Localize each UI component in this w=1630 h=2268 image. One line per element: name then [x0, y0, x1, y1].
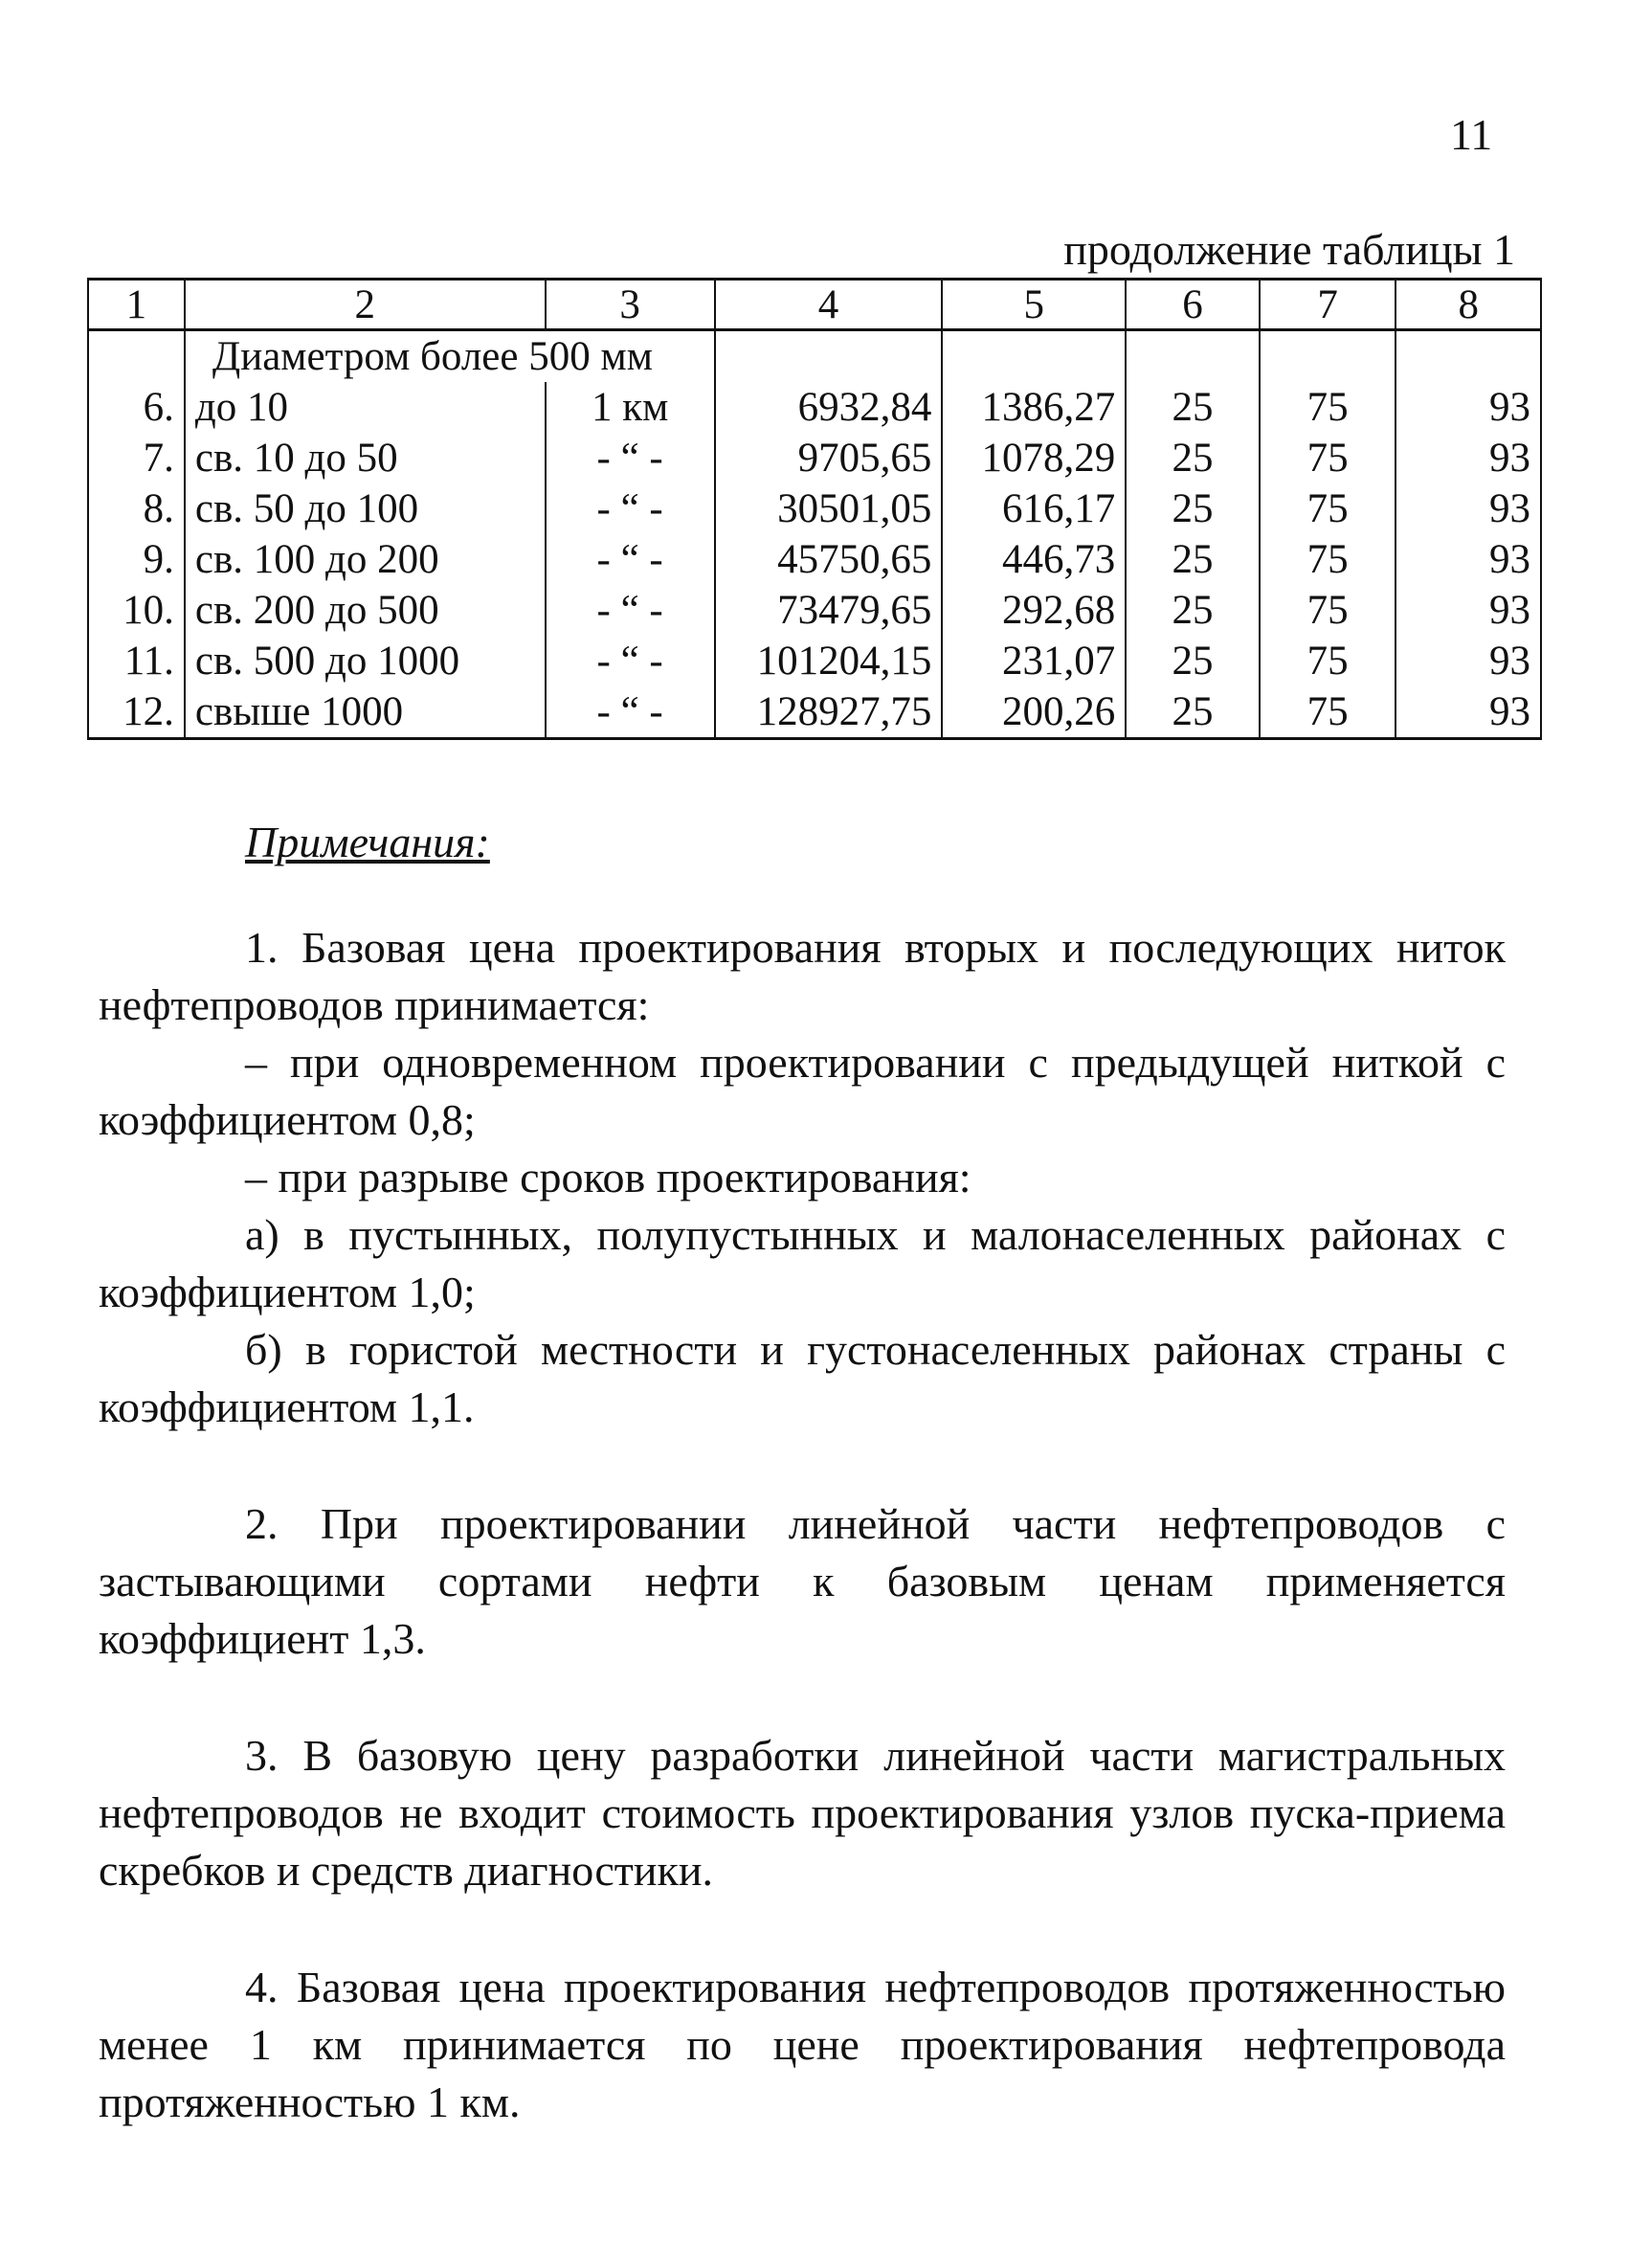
column-header: 5 — [942, 280, 1126, 330]
value-cell: 25 — [1126, 483, 1260, 534]
table-header-row — [88, 280, 1541, 330]
value-cell: 25 — [1126, 382, 1260, 433]
notes-section — [99, 814, 1506, 2190]
column-header: 6 — [1126, 280, 1260, 330]
unit-cell: - “ - — [546, 636, 715, 686]
notes-title: Примечания: — [245, 818, 490, 866]
value-cell: 93 — [1396, 686, 1541, 739]
unit-cell: - “ - — [546, 534, 715, 585]
value-cell: 75 — [1260, 636, 1396, 686]
price-table — [87, 278, 1542, 740]
price-b-cell: 446,73 — [942, 534, 1126, 585]
unit-cell: - “ - — [546, 686, 715, 739]
row-number: 7. — [88, 433, 185, 483]
value-cell: 93 — [1396, 433, 1541, 483]
price-b-cell: 292,68 — [942, 585, 1126, 636]
value-cell: 75 — [1260, 433, 1396, 483]
note-1-item: а) в пустынных, полупустынных и малонаселенных районах с коэффициентом 1,0; — [99, 1210, 1506, 1316]
price-a-cell: 101204,15 — [715, 636, 943, 686]
table-row — [88, 534, 1541, 585]
value-cell: 75 — [1260, 483, 1396, 534]
note-4-text: 4. Базовая цена проектирования нефтепроводов протяженностью менее 1 км принимается по цене проектирования нефтепровода протяженностью 1 км. — [99, 1963, 1506, 2126]
table-row — [88, 433, 1541, 483]
note-3 — [99, 1727, 1506, 1899]
unit-cell: - “ - — [546, 483, 715, 534]
note-1-item: б) в гористой местности и густонаселенных районах страны с коэффициентом 1,1. — [99, 1325, 1506, 1431]
row-number: 11. — [88, 636, 185, 686]
range-cell: до 10 — [185, 382, 546, 433]
table-row — [88, 636, 1541, 686]
note-1 — [99, 919, 1506, 1436]
price-a-cell: 128927,75 — [715, 686, 943, 739]
value-cell: 93 — [1396, 382, 1541, 433]
table-row — [88, 585, 1541, 636]
price-a-cell: 6932,84 — [715, 382, 943, 433]
price-b-cell: 1078,29 — [942, 433, 1126, 483]
row-number: 6. — [88, 382, 185, 433]
note-3-text: 3. В базовую цену разработки линейной части магистральных нефтепроводов не входит стоимость проектирования узлов пуска-приема скребков и средств диагностики. — [99, 1731, 1506, 1895]
value-cell: 75 — [1260, 534, 1396, 585]
value-cell: 75 — [1260, 686, 1396, 739]
note-4 — [99, 1959, 1506, 2131]
range-cell: свыше 1000 — [185, 686, 546, 739]
note-1-lead: 1. Базовая цена проектирования вторых и последующих ниток нефтепроводов принимается: — [99, 923, 1506, 1029]
value-cell: 93 — [1396, 534, 1541, 585]
price-b-cell: 616,17 — [942, 483, 1126, 534]
price-a-cell: 30501,05 — [715, 483, 943, 534]
table-caption: продолжение таблицы 1 — [1063, 225, 1515, 274]
column-header: 7 — [1260, 280, 1396, 330]
value-cell: 25 — [1126, 636, 1260, 686]
value-cell: 25 — [1126, 686, 1260, 739]
value-cell: 93 — [1396, 483, 1541, 534]
note-2-text: 2. При проектировании линейной части нефтепроводов с застывающими сортами нефти к базовым ценам применяется коэффициент 1,3. — [99, 1499, 1506, 1663]
column-header: 4 — [715, 280, 943, 330]
price-b-cell: 1386,27 — [942, 382, 1126, 433]
column-header: 3 — [546, 280, 715, 330]
note-1-item: – при разрыве сроков проектирования: — [245, 1153, 971, 1201]
value-cell: 75 — [1260, 585, 1396, 636]
unit-cell: 1 км — [546, 382, 715, 433]
page-number: 11 — [1450, 110, 1493, 159]
column-header: 2 — [185, 280, 546, 330]
price-a-cell: 45750,65 — [715, 534, 943, 585]
price-a-cell: 9705,65 — [715, 433, 943, 483]
table-group-row — [88, 330, 1541, 383]
value-cell: 93 — [1396, 636, 1541, 686]
price-b-cell: 231,07 — [942, 636, 1126, 686]
value-cell: 25 — [1126, 585, 1260, 636]
row-number: 10. — [88, 585, 185, 636]
table-row — [88, 483, 1541, 534]
price-a-cell: 73479,65 — [715, 585, 943, 636]
value-cell: 75 — [1260, 382, 1396, 433]
unit-cell: - “ - — [546, 585, 715, 636]
table-row — [88, 686, 1541, 739]
row-number: 12. — [88, 686, 185, 739]
value-cell: 25 — [1126, 433, 1260, 483]
note-1-item: – при одновременном проектировании с предыдущей ниткой с коэффициентом 0,8; — [99, 1038, 1506, 1144]
group-label: Диаметром более 500 мм — [185, 330, 715, 383]
column-header: 8 — [1396, 280, 1541, 330]
value-cell: 93 — [1396, 585, 1541, 636]
unit-cell: - “ - — [546, 433, 715, 483]
row-number: 9. — [88, 534, 185, 585]
table-row — [88, 382, 1541, 433]
range-cell: св. 500 до 1000 — [185, 636, 546, 686]
column-header: 1 — [88, 280, 185, 330]
range-cell: св. 50 до 100 — [185, 483, 546, 534]
range-cell: св. 200 до 500 — [185, 585, 546, 636]
range-cell: св. 10 до 50 — [185, 433, 546, 483]
value-cell: 25 — [1126, 534, 1260, 585]
range-cell: св. 100 до 200 — [185, 534, 546, 585]
row-number: 8. — [88, 483, 185, 534]
note-2 — [99, 1495, 1506, 1668]
price-b-cell: 200,26 — [942, 686, 1126, 739]
